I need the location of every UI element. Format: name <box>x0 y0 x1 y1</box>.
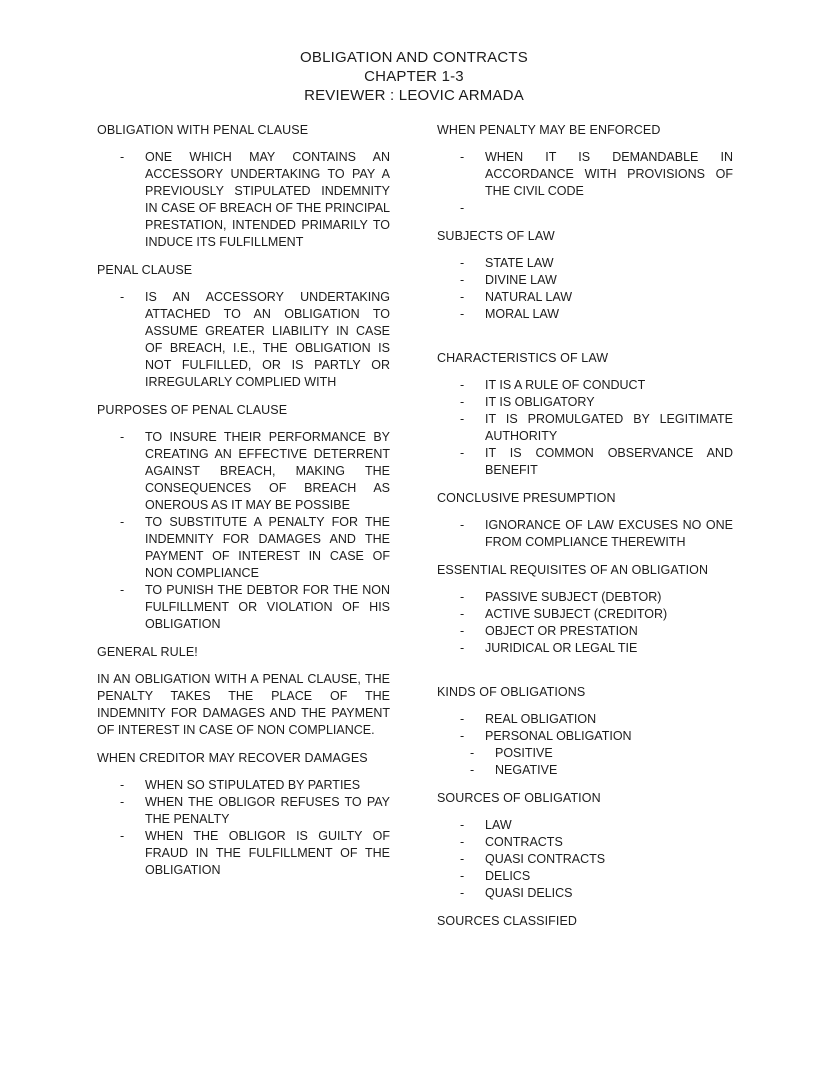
list-item <box>460 255 733 272</box>
list-item <box>460 200 733 217</box>
list-item-text: STATE LAW <box>485 256 554 270</box>
section <box>97 122 390 251</box>
list-item <box>120 289 390 391</box>
list-item <box>460 728 733 745</box>
list-item-text: MORAL LAW <box>485 307 560 321</box>
list-item <box>460 411 733 445</box>
list-item-text: DIVINE LAW <box>485 273 557 287</box>
dash-bullet: - <box>120 583 125 597</box>
dash-bullet: - <box>460 150 465 164</box>
section-paragraph: IN AN OBLIGATION WITH A PENAL CLAUSE, THE PENALTY TAKES THE PLACE OF THE INDEMNITY FOR DAMAGES AND THE PAYMENT OF INTEREST IN CASE OF NON COMPLIANCE. <box>97 672 390 737</box>
bullet-list <box>437 589 733 657</box>
list-item <box>120 828 390 879</box>
list-item <box>120 149 390 251</box>
dash-bullet: - <box>460 624 465 638</box>
dash-bullet: - <box>120 515 125 529</box>
section <box>97 644 390 739</box>
list-item <box>460 623 733 640</box>
list-item <box>460 589 733 606</box>
section <box>437 684 733 779</box>
list-item <box>460 762 733 779</box>
list-item-text: IT IS A RULE OF CONDUCT <box>485 378 646 392</box>
section <box>97 262 390 391</box>
bullet-list <box>97 429 390 633</box>
list-item <box>460 851 733 868</box>
section-heading: KINDS OF OBLIGATIONS <box>437 685 586 699</box>
list-item-text: WHEN THE OBLIGOR IS GUILTY OF FRAUD IN THE FULFILLMENT OF THE OBLIGATION <box>145 829 390 877</box>
bullet-list <box>437 149 733 217</box>
bullet-list <box>437 517 733 551</box>
bullet-list <box>437 817 733 902</box>
list-item <box>460 606 733 623</box>
dash-bullet: - <box>460 378 465 392</box>
section-heading: PENAL CLAUSE <box>97 263 193 277</box>
list-item-text: QUASI DELICS <box>485 886 573 900</box>
list-item-text: IT IS PROMULGATED BY LEGITIMATE AUTHORITY <box>485 412 733 443</box>
list-item <box>120 582 390 633</box>
list-item-text: IT IS COMMON OBSERVANCE AND BENEFIT <box>485 446 733 477</box>
column-right <box>437 122 733 941</box>
dash-bullet: - <box>460 395 465 409</box>
list-item-text: TO INSURE THEIR PERFORMANCE BY CREATING AN EFFECTIVE DETERRENT AGAINST BREACH, MAKING THE CONSEQUENCES OF BREACH AS ONEROUS AS IT MAY BE POSSIBE <box>145 430 390 512</box>
list-item <box>460 306 733 323</box>
list-item <box>460 817 733 834</box>
list-item <box>460 517 733 551</box>
list-item <box>460 289 733 306</box>
list-item-text: PERSONAL OBLIGATION <box>485 729 632 743</box>
list-item-text: QUASI CONTRACTS <box>485 852 606 866</box>
section-heading: WHEN PENALTY MAY BE ENFORCED <box>437 123 661 137</box>
section-heading: PURPOSES OF PENAL CLAUSE <box>97 403 288 417</box>
list-item <box>460 377 733 394</box>
dash-bullet: - <box>460 201 465 215</box>
dash-bullet: - <box>460 273 465 287</box>
dash-bullet: - <box>460 641 465 655</box>
dash-bullet: - <box>120 150 125 164</box>
list-item <box>460 445 733 479</box>
list-item <box>460 640 733 657</box>
list-item-text: WHEN IT IS DEMANDABLE IN ACCORDANCE WITH PROVISIONS OF THE CIVIL CODE <box>485 150 733 198</box>
section <box>97 750 390 879</box>
dash-bullet: - <box>120 778 125 792</box>
section <box>437 790 733 902</box>
bullet-list <box>97 777 390 879</box>
list-item <box>120 794 390 828</box>
list-item-text: IT IS OBLIGATORY <box>485 395 595 409</box>
dash-bullet: - <box>460 869 465 883</box>
dash-bullet: - <box>460 518 465 532</box>
list-item-text: OBJECT OR PRESTATION <box>485 624 638 638</box>
list-item <box>460 868 733 885</box>
list-item-text: ACTIVE SUBJECT (CREDITOR) <box>485 607 668 621</box>
section-heading: OBLIGATION WITH PENAL CLAUSE <box>97 123 309 137</box>
bullet-list <box>97 289 390 391</box>
list-item <box>460 885 733 902</box>
document-title-line: REVIEWER : LEOVIC ARMADA <box>304 87 524 104</box>
list-item-text: CONTRACTS <box>485 835 563 849</box>
column-left <box>97 122 390 890</box>
dash-bullet: - <box>120 829 125 843</box>
list-item-text: JURIDICAL OR LEGAL TIE <box>485 641 638 655</box>
list-item-text: WHEN THE OBLIGOR REFUSES TO PAY THE PENALTY <box>145 795 390 826</box>
section <box>437 122 733 217</box>
dash-bullet: - <box>120 430 125 444</box>
dash-bullet: - <box>460 712 465 726</box>
section-heading: GENERAL RULE! <box>97 645 198 659</box>
dash-bullet: - <box>460 835 465 849</box>
bullet-list <box>437 711 733 779</box>
dash-bullet: - <box>460 446 465 460</box>
list-item-text: NEGATIVE <box>495 763 558 777</box>
list-item <box>120 777 390 794</box>
document-title-line: CHAPTER 1-3 <box>364 68 464 85</box>
section-heading: CONCLUSIVE PRESUMPTION <box>437 491 616 505</box>
section <box>437 350 733 479</box>
section-heading: SOURCES CLASSIFIED <box>437 914 578 928</box>
bullet-list <box>437 377 733 479</box>
list-item <box>460 394 733 411</box>
section-heading: WHEN CREDITOR MAY RECOVER DAMAGES <box>97 751 368 765</box>
list-item-text: WHEN SO STIPULATED BY PARTIES <box>145 778 361 792</box>
section <box>437 562 733 657</box>
list-item <box>460 149 733 200</box>
dash-bullet: - <box>460 590 465 604</box>
section-heading: SOURCES OF OBLIGATION <box>437 791 601 805</box>
section-heading: ESSENTIAL REQUISITES OF AN OBLIGATION <box>437 563 709 577</box>
list-item <box>460 272 733 289</box>
section <box>437 490 733 551</box>
dash-bullet: - <box>470 763 475 777</box>
dash-bullet: - <box>120 795 125 809</box>
dash-bullet: - <box>460 852 465 866</box>
list-item <box>460 711 733 728</box>
section <box>97 402 390 633</box>
document-title-line: OBLIGATION AND CONTRACTS <box>300 49 528 66</box>
list-item <box>120 514 390 582</box>
dash-bullet: - <box>460 256 465 270</box>
bullet-list <box>437 255 733 323</box>
list-item-text: DELICS <box>485 869 531 883</box>
dash-bullet: - <box>460 729 465 743</box>
dash-bullet: - <box>460 607 465 621</box>
dash-bullet: - <box>120 290 125 304</box>
section-heading: CHARACTERISTICS OF LAW <box>437 351 609 365</box>
list-item-text: REAL OBLIGATION <box>485 712 597 726</box>
list-item-text: TO PUNISH THE DEBTOR FOR THE NON FULFILLMENT OR VIOLATION OF HIS OBLIGATION <box>145 583 390 631</box>
list-item-text: TO SUBSTITUTE A PENALTY FOR THE INDEMNITY FOR DAMAGES AND THE PAYMENT OF INTEREST IN CASE OF NON COMPLIANCE <box>145 515 390 580</box>
section <box>437 228 733 323</box>
section <box>437 913 733 930</box>
list-item <box>460 745 733 762</box>
list-item-text: LAW <box>485 818 512 832</box>
section-heading: SUBJECTS OF LAW <box>437 229 555 243</box>
dash-bullet: - <box>460 307 465 321</box>
dash-bullet: - <box>460 818 465 832</box>
list-item-text: IGNORANCE OF LAW EXCUSES NO ONE FROM COMPLIANCE THEREWITH <box>485 518 733 549</box>
document-title-block <box>0 48 828 105</box>
dash-bullet: - <box>470 746 475 760</box>
list-item <box>460 834 733 851</box>
list-item-text: POSITIVE <box>495 746 553 760</box>
list-item-text: IS AN ACCESSORY UNDERTAKING ATTACHED TO AN OBLIGATION TO ASSUME GREATER LIABILITY IN CASE OF BREACH, I.E., THE OBLIGATION IS NOT FULFILLED, OR IS PARTLY OR IRREGULARLY COMPLIED WITH <box>145 290 390 389</box>
dash-bullet: - <box>460 290 465 304</box>
list-item-text <box>485 200 733 217</box>
list-item <box>120 429 390 514</box>
bullet-list <box>97 149 390 251</box>
dash-bullet: - <box>460 412 465 426</box>
list-item-text: PASSIVE SUBJECT (DEBTOR) <box>485 590 662 604</box>
content-columns <box>97 122 733 941</box>
dash-bullet: - <box>460 886 465 900</box>
list-item-text: ONE WHICH MAY CONTAINS AN ACCESSORY UNDERTAKING TO PAY A PREVIOUSLY STIPULATED INDEMNITY IN CASE OF BREACH OF THE PRINCIPAL PRESTATION, INTENDED PRIMARILY TO INDUCE ITS FULFILLMENT <box>145 150 390 249</box>
list-item-text: NATURAL LAW <box>485 290 573 304</box>
